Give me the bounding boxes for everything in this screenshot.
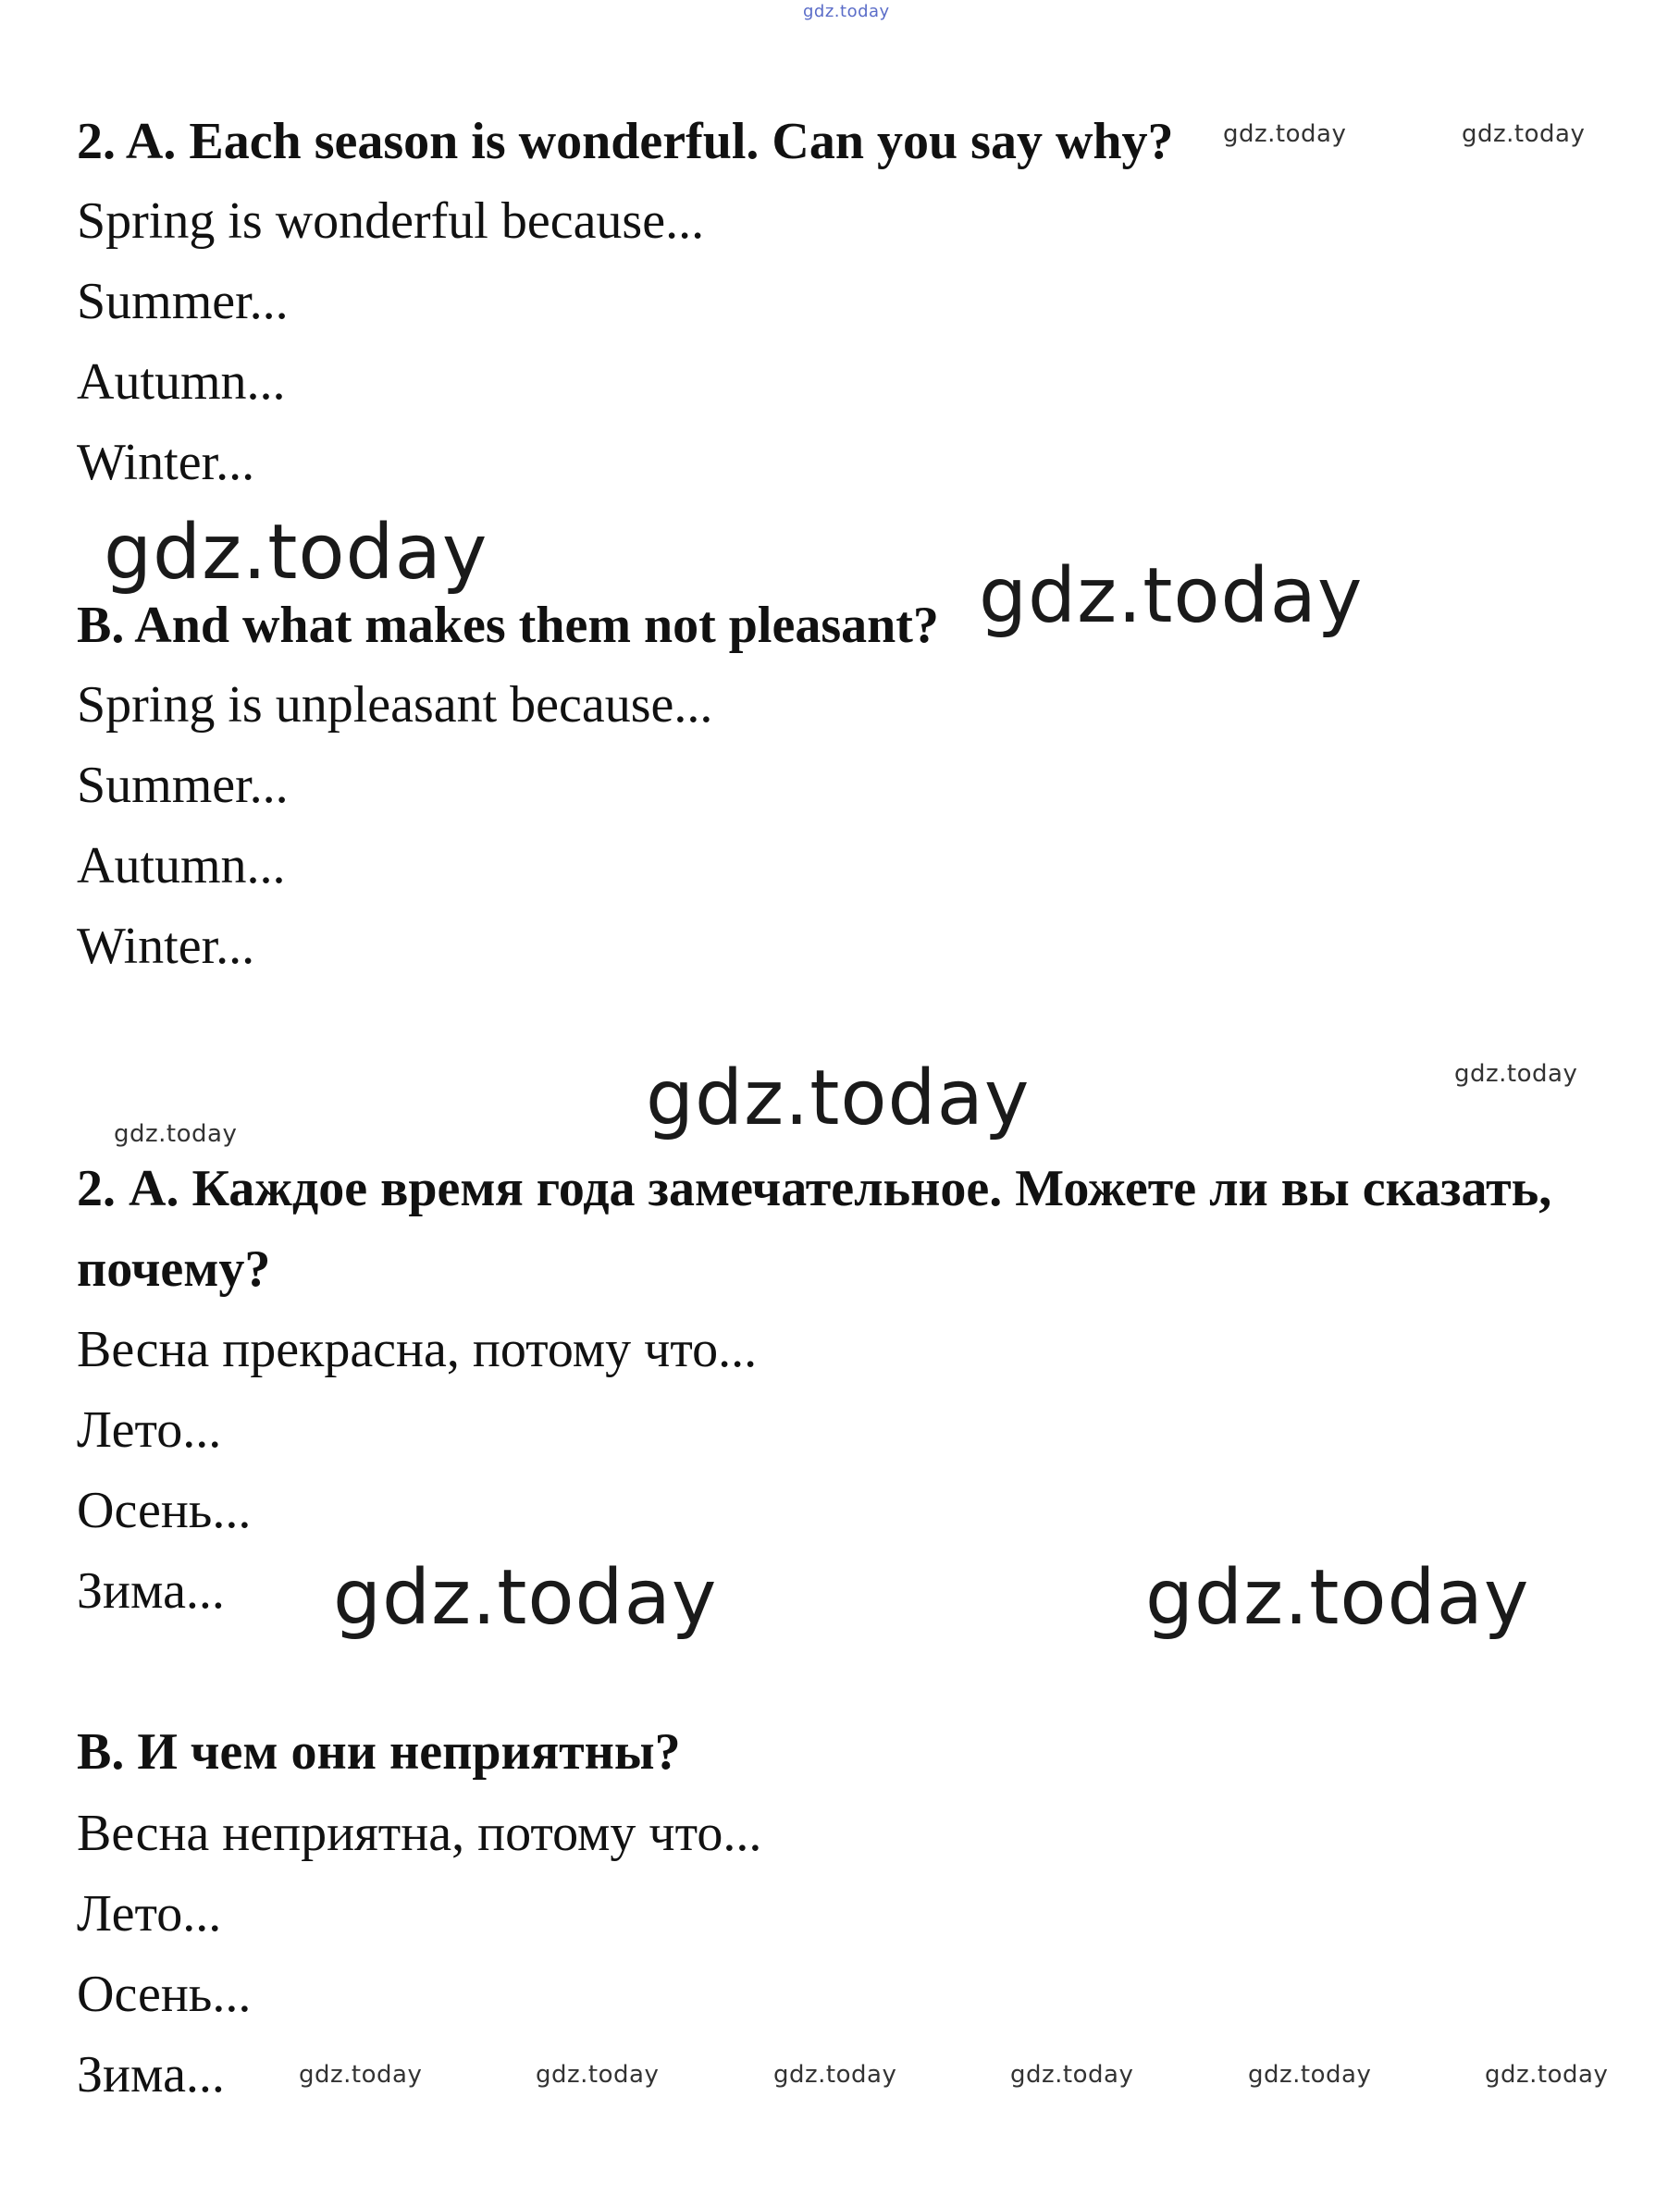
watermark: gdz.today (1010, 2061, 1134, 2089)
watermark: gdz.today (1248, 2061, 1372, 2089)
english-part-a-heading: 2. A. Each season is wonderful. Can you say why? (77, 113, 1174, 170)
english-part-a-line: Summer... (77, 273, 289, 330)
watermark: gdz.today (536, 2061, 660, 2089)
watermark-large: gdz.today (333, 1554, 718, 1642)
watermark: gdz.today (114, 1120, 238, 1148)
watermark-large: gdz.today (1145, 1554, 1530, 1642)
english-part-b-line: Winter... (77, 918, 255, 975)
russian-part-b-line: Зима... (77, 2046, 225, 2103)
watermark-large: gdz.today (979, 552, 1364, 640)
english-part-a-line: Winter... (77, 434, 255, 491)
watermark-top: gdz.today (803, 2, 890, 21)
watermark: gdz.today (773, 2061, 897, 2089)
watermark: gdz.today (1454, 1060, 1578, 1088)
english-part-b-line: Summer... (77, 757, 289, 814)
watermark: gdz.today (1223, 120, 1347, 148)
russian-part-a-line: Лето... (77, 1401, 222, 1459)
english-part-a-line: Autumn... (77, 353, 286, 411)
russian-part-a-line: Зима... (77, 1562, 225, 1620)
english-part-b-line: Spring is unpleasant because... (77, 676, 713, 734)
english-part-a-line: Spring is wonderful because... (77, 192, 705, 250)
watermark: gdz.today (1485, 2061, 1609, 2089)
watermark-large: gdz.today (104, 509, 488, 597)
russian-part-a-line: Осень... (77, 1482, 252, 1539)
russian-part-b-line: Весна неприятна, потому что... (77, 1805, 762, 1862)
russian-part-a-heading-cont: почему? (77, 1240, 271, 1298)
russian-part-b-line: Осень... (77, 1966, 252, 2023)
russian-part-a-heading: 2. А. Каждое время года замечательное. Можете ли вы сказать, (77, 1160, 1552, 1217)
english-part-b-heading: B. And what makes them not pleasant? (77, 597, 939, 654)
watermark: gdz.today (299, 2061, 423, 2089)
watermark: gdz.today (1462, 120, 1586, 148)
russian-part-b-line: Лето... (77, 1885, 222, 1943)
watermark-large: gdz.today (646, 1055, 1031, 1142)
russian-part-b-heading: В. И чем они неприятны? (77, 1723, 681, 1781)
english-part-b-line: Autumn... (77, 837, 286, 894)
russian-part-a-line: Весна прекрасна, потому что... (77, 1321, 758, 1378)
